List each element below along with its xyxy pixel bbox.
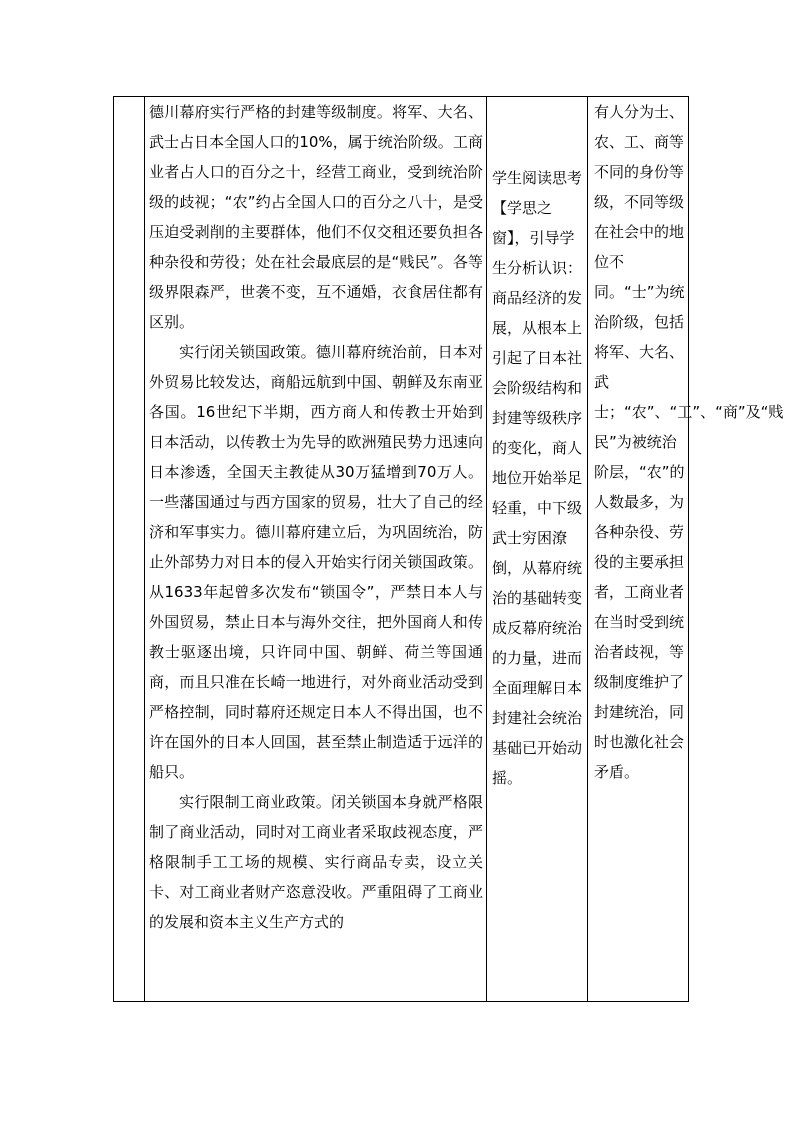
intent-cell — [588, 97, 784, 1002]
lesson-table — [113, 96, 784, 1002]
blank-column-cell — [114, 97, 145, 1002]
activity-text: 学生阅读思考【学思之窗】，引导学生分析认识：商品经济的发展，从根本上引起了日本社会阶级结构和封建等级秩序的变化，商人地位开始举足轻重，中下级武士穷困潦倒，从幕府统治的基础转变成反幕府统治的力量，进而全面理解日本封建社会统治基础已开始动摇。 — [492, 169, 583, 787]
content-paragraph-1: 德川幕府实行严格的封建等级制度。将军、大名、武士占日本全国人口的10%，属于统治阶级。工商业者占人口的百分之十，经营工商业，受到统治阶级的歧视；“农”约占全国人口的百分之八十，是受压迫受剥削的主要群体，他们不仅交租还要负担各种杂役和劳役；处在社会最底层的是“贱民”。各等级界限森严，世袭不变，互不通婚，衣食居住都有区别。 — [149, 103, 483, 331]
intent-text: 有人分为士、农、工、商等不同的身份等级，不同等级在社会中的地位不同。“士”为统治阶级，包括将军、大名、武士；“农”、“工”、“商”及“贱民”为被统治阶层，“农”的人数最多，为各种杂役、劳役的主要承担者，工商业者在当时受到统治者歧视，等级制度维护了封建统治，同时也激化社会矛盾。 — [594, 103, 784, 781]
content-cell — [145, 97, 487, 1002]
activity-cell — [487, 97, 588, 1002]
content-paragraph-3: 实行限制工商业政策。闭关锁国本身就严格限制了商业活动，同时对工商业者采取歧视态度，严格限制手工工场的规模、实行商品专卖，设立关卡、对工商业者财产恣意没收。严重阻碍了工商业的发展和资本主义生产方式的 — [149, 793, 483, 931]
table-row — [114, 97, 689, 1002]
content-paragraph-2: 实行闭关锁国政策。德川幕府统治前，日本对外贸易比较发达，商船远航到中国、朝鲜及东南亚各国。16世纪下半期，西方商人和传教士开始到日本活动，以传教士为先导的欧洲殖民势力迅速向日本渗透，全国天主教徒从30万猛增到70万人。一些藩国通过与西方国家的贸易，壮大了自己的经济和军事实力。德川幕府建立后，为巩固统治，防止外部势力对日本的侵入开始实行闭关锁国政策。从1633年起曾多次发布“锁国令”，严禁日本人与外国贸易，禁止日本与海外交往，把外国商人和传教士驱逐出境，只许同中国、朝鲜、荷兰等国通商，而且只准在长崎一地进行，对外商业活动受到严格控制，同时幕府还规定日本人不得出国，也不许在国外的日本人回国，甚至禁止制造适于远洋的船只。 — [149, 343, 483, 781]
